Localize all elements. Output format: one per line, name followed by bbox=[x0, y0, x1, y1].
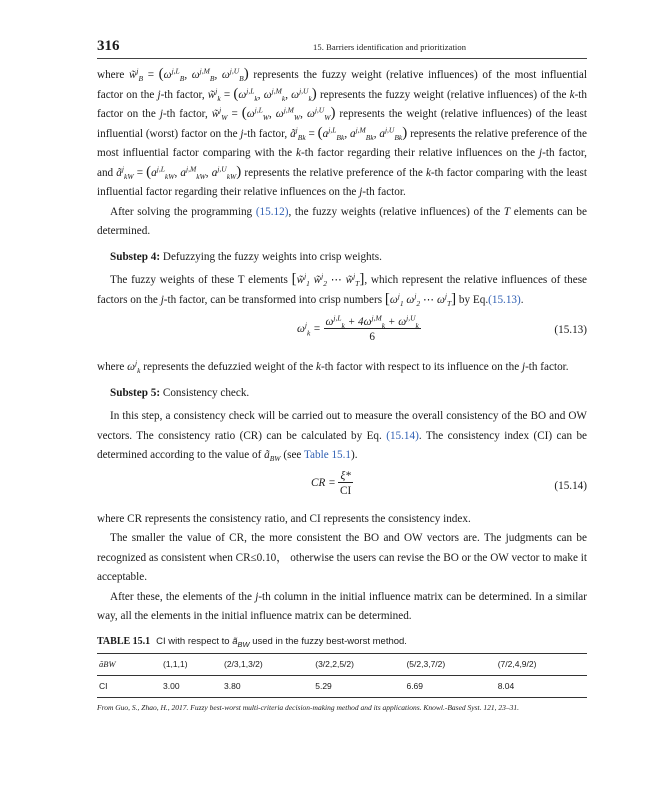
table-cell: 6.69 bbox=[404, 676, 495, 698]
body-text bbox=[97, 66, 587, 627]
table-cell: (1,1,1) bbox=[161, 654, 222, 676]
equation-15-13: $\omega^j_k$ = $\frac{\omega^{j,L}_k + 4\omega^{j,M}_k + \omega^{j,U}_k}{6}$ (15.13) bbox=[297, 313, 587, 343]
substep-5-heading: Substep 5: Consistency check. bbox=[110, 386, 250, 399]
ci-table bbox=[97, 653, 587, 698]
header-rule bbox=[97, 58, 587, 59]
table-cell: (5/2,3,7/2) bbox=[404, 654, 495, 676]
table-cell: 8.04 bbox=[496, 676, 587, 698]
equation-15-14: CR = $\frac{\xi*}{CI}$ (15.14) bbox=[311, 469, 587, 497]
equation-link-15-12[interactable]: (15.12) bbox=[255, 205, 289, 218]
table-cell: 3.00 bbox=[161, 676, 222, 698]
table-source: From Guo, S., Zhao, H., 2017. Fuzzy best-worst multi-criteria decision-making method and its applications. Knowl.-Based Syst. 121, 23–31. bbox=[97, 703, 519, 712]
table-link-15-1[interactable]: Table 15.1 bbox=[303, 449, 352, 461]
chapter-title: 15. Barriers identification and prioritization bbox=[313, 42, 467, 52]
table-cell: (3/2,2,5/2) bbox=[313, 654, 404, 676]
table-cell: 5.29 bbox=[313, 676, 404, 698]
substep-4-heading: Substep 4: Defuzzying the fuzzy weights into crisp weights. bbox=[110, 250, 382, 263]
paragraph-consistency: In this step, a consistency check will be carried out to measure the overall consistency of the BO and OW vectors. The consistency ratio (CR) can be calculated by Eq. (15.14). The consistency index (CI) can be determined according to the value of $ã_{BW}$ (see Table 15.1). bbox=[97, 410, 588, 464]
table-row-label: ãBW bbox=[97, 654, 161, 676]
equation-link-15-14[interactable]: (15.14) bbox=[386, 429, 419, 442]
table-cell: 3.80 bbox=[222, 676, 313, 698]
paragraph-solving: After solving the programming (15.12), the fuzzy weights (relative influences) of the T elements can be determined. bbox=[97, 205, 587, 237]
paragraph-defuzzify: The fuzzy weights of these T elements [w̃$^j_1$ w̃$^j_2$ ⋯ w̃$^j_T$], which represent the relative influences of these factors on the j-th factor, can be transformed into crisp numbers [$\omega^j_1$ $\omega^j_2$ ⋯ $\omega^j_T$] by Eq.(15.13). bbox=[97, 271, 588, 308]
table-row bbox=[97, 654, 587, 676]
running-header bbox=[97, 38, 587, 58]
table-15-1 bbox=[97, 636, 587, 712]
table-row bbox=[97, 676, 587, 698]
paragraph-definitions: where w̃$^j_B$ = ($\omega^{j,L}_B$, $\omega^{j,M}_B$, $\omega^{j,U}_B$) represents the fuzzy weight (relative influences) of the most influential factor on the j-th factor, w̃$^j_k$ = ($\omega^{j,L}_k$, $\omega^{j,M}_k$, $\omega^{j,U}_k$) represents the fuzzy weight (relative influences) of the k-th factor on the j-th factor, w̃$^j_W$ = ($\omega^{j,L}_W$, $\omega^{j,M}_W$, $\omega^{j,U}_W$) represents the weight (relative influences) of the least influential (worst) factor on the j-th factor, $ã^j_{Bk} = (a^{j,L}_{Bk}$, $a^{j,M}_{Bk}$, $a^{j,U}_{Bk}$) represents the relative preference of the most influential factor comparing with the k-th factor regarding their relative influences on the j-th factor, and $ã^j_{kW} = (a^{j,L}_{kW}$, $a^{j,M}_{kW}$, $a^{j,U}_{kW}$) represents the relative preference of the k-th factor comparing with the least influential factor regarding their relative influences on the j-th factor. bbox=[97, 66, 588, 198]
paragraph-defuzzied-weight: where $\omega^j_k$ represents the defuzzied weight of the k-th factor with respect to its influence on the j-th factor. bbox=[97, 358, 569, 376]
paragraph-judgments: The smaller the value of CR, the more consistent the BO and OW vectors are. The judgments can be recognized as consistent when CR≤0.10， otherwise the users can revise the BO or the OW vector to make it acceptable. bbox=[97, 532, 587, 583]
equation-link-15-13[interactable]: (15.13) bbox=[488, 293, 521, 306]
paragraph-matrix: After these, the elements of the j-th column in the initial influence matrix can be determined. In a similar way, all the elements in the initial influence matrix can be determined. bbox=[97, 590, 587, 622]
equation-number: (15.14) bbox=[554, 479, 587, 492]
table-caption: TABLE 15.1 CI with respect to $ã_{BW}$ used in the fuzzy best-worst method. bbox=[97, 636, 407, 649]
paragraph-cr-definition: where CR represents the consistency ratio, and CI represents the consistency index. bbox=[97, 512, 471, 525]
table-cell: (7/2,4,9/2) bbox=[496, 654, 587, 676]
equation-number: (15.13) bbox=[554, 324, 587, 336]
table-cell: (2/3,1,3/2) bbox=[222, 654, 313, 676]
page-number: 316 bbox=[97, 38, 120, 54]
table-row-label: CI bbox=[97, 676, 161, 698]
